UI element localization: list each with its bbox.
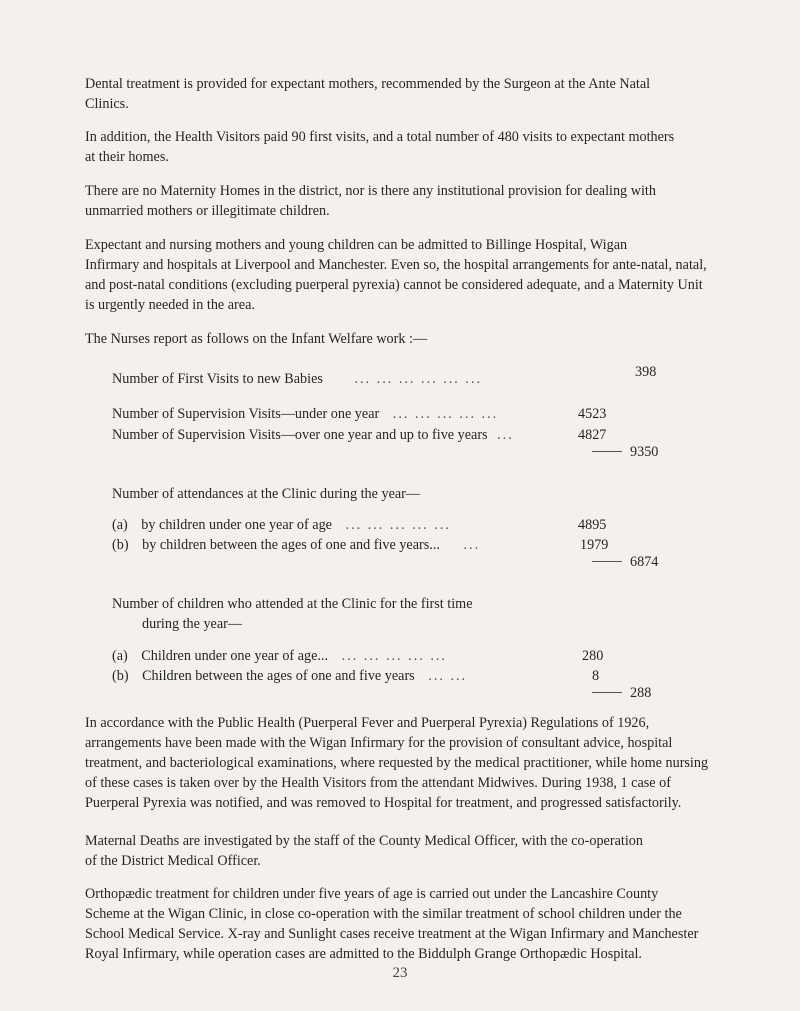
text-line: Infirmary and hospitals at Liverpool and Manchester. Even so, the hospital arrangements for ante-natal, natal, bbox=[85, 257, 707, 273]
first-visits-label bbox=[112, 370, 482, 390]
leader-dots: ... ... ... ... ... bbox=[392, 406, 499, 422]
leader-dots: ... ... ... ... ... ... bbox=[354, 371, 483, 387]
leader-dots: ... ... ... ... ... bbox=[345, 517, 451, 533]
text-line: Puerperal Pyrexia was notified, and was removed to Hospital for treatment, and progressed satisfactorily. bbox=[85, 795, 682, 811]
paragraph-hospital-admission bbox=[85, 236, 730, 316]
text-line: treatment, and bacteriological examinations, where requested by the medical practitioner, while home nursing bbox=[85, 755, 709, 771]
leader-dots: ... ... ... ... ... bbox=[341, 648, 447, 664]
paragraph-orthopaedic bbox=[85, 885, 730, 965]
first-time-row-a bbox=[112, 647, 447, 667]
attendances-total: 6874 bbox=[630, 554, 659, 570]
paragraph-maternity-homes bbox=[85, 182, 730, 222]
subtotal-rule bbox=[592, 692, 622, 693]
text-line: arrangements have been made with the Wigan Infirmary for the provision of consultant advice, hospital bbox=[85, 735, 673, 751]
first-time-heading: Number of children who attended at the Clinic for the first time bbox=[112, 596, 473, 612]
first-time-heading-cont: during the year— bbox=[142, 616, 243, 632]
paragraph-maternal-deaths bbox=[85, 832, 730, 872]
supervision-value: 4827 bbox=[578, 427, 607, 443]
first-visits-total: 398 bbox=[635, 364, 657, 380]
row-label: Number of Supervision Visits—over one year and up to five years bbox=[112, 427, 488, 443]
text-line: of the District Medical Officer. bbox=[85, 853, 261, 869]
supervision-row-over-one bbox=[112, 426, 514, 446]
text-line: unmarried mothers or illegitimate children. bbox=[85, 203, 330, 219]
first-time-row-b bbox=[112, 667, 467, 687]
leader-dots: ... bbox=[463, 537, 481, 553]
text-line: Royal Infirmary, while operation cases are admitted to the Biddulph Grange Orthopædic Hospital. bbox=[85, 946, 642, 962]
leader-dots: ... ... bbox=[428, 668, 468, 684]
row-label: by children under one year of age bbox=[141, 517, 332, 533]
text-line: Expectant and nursing mothers and young children can be admitted to Billinge Hospital, Wigan bbox=[85, 237, 628, 253]
attendances-value: 1979 bbox=[580, 537, 609, 553]
text-line: In accordance with the Public Health (Puerperal Fever and Puerperal Pyrexia) Regulations of 1926, bbox=[85, 715, 650, 731]
attendances-row-b bbox=[112, 536, 480, 556]
text-line: and post-natal conditions (excluding puerperal pyrexia) cannot be considered adequate, and a Maternity Unit bbox=[85, 277, 703, 293]
row-label: Children between the ages of one and five years bbox=[142, 668, 415, 684]
attendances-value: 4895 bbox=[578, 517, 607, 533]
attendances-row-a bbox=[112, 516, 451, 536]
supervision-total: 9350 bbox=[630, 444, 659, 460]
row-marker: (b) bbox=[112, 668, 129, 684]
paragraph-dental-treatment bbox=[85, 75, 730, 115]
text-line: Maternal Deaths are investigated by the staff of the County Medical Officer, with the co-operation bbox=[85, 833, 643, 849]
text-line: Orthopædic treatment for children under five years of age is carried out under the Lancashire County bbox=[85, 886, 659, 902]
row-label: by children between the ages of one and five years... bbox=[142, 537, 440, 553]
first-time-value: 8 bbox=[592, 668, 600, 684]
supervision-row-under-one bbox=[112, 405, 498, 425]
first-time-total: 288 bbox=[630, 685, 652, 701]
row-label: Number of First Visits to new Babies bbox=[112, 371, 323, 387]
text-line: Scheme at the Wigan Clinic, in close co-operation with the similar treatment of school children under the bbox=[85, 906, 682, 922]
text-line: Clinics. bbox=[85, 96, 129, 112]
text-line: In addition, the Health Visitors paid 90 first visits, and a total number of 480 visits to expectant mothers bbox=[85, 129, 675, 145]
text-line: School Medical Service. X-ray and Sunlight cases receive treatment at the Wigan Infirmary and Manchester bbox=[85, 926, 699, 942]
row-label: Number of Supervision Visits—under one year bbox=[112, 406, 380, 422]
text-line: Dental treatment is provided for expectant mothers, recommended by the Surgeon at the Ante Natal bbox=[85, 76, 651, 92]
paragraph-health-visitors bbox=[85, 128, 730, 168]
leader-dots: ... bbox=[497, 427, 514, 443]
text-line: of these cases is taken over by the Health Visitors from the attendant Midwives. During 1938, 1 case of bbox=[85, 775, 671, 791]
text-line: at their homes. bbox=[85, 149, 169, 165]
first-time-value: 280 bbox=[582, 648, 604, 664]
paragraph-puerperal-regulations bbox=[85, 714, 730, 814]
row-marker: (b) bbox=[112, 537, 129, 553]
row-marker: (a) bbox=[112, 648, 128, 664]
attendances-heading: Number of attendances at the Clinic during the year— bbox=[112, 486, 421, 502]
subtotal-rule bbox=[592, 561, 622, 562]
infant-welfare-intro: The Nurses report as follows on the Infant Welfare work :— bbox=[85, 331, 428, 347]
row-marker: (a) bbox=[112, 517, 128, 533]
text-line: There are no Maternity Homes in the district, nor is there any institutional provision for dealing with bbox=[85, 183, 656, 199]
row-label: Children under one year of age... bbox=[141, 648, 329, 664]
supervision-value: 4523 bbox=[578, 406, 607, 422]
subtotal-rule bbox=[592, 451, 622, 452]
page-number: 23 bbox=[392, 965, 408, 981]
text-line: is urgently needed in the area. bbox=[85, 297, 255, 313]
